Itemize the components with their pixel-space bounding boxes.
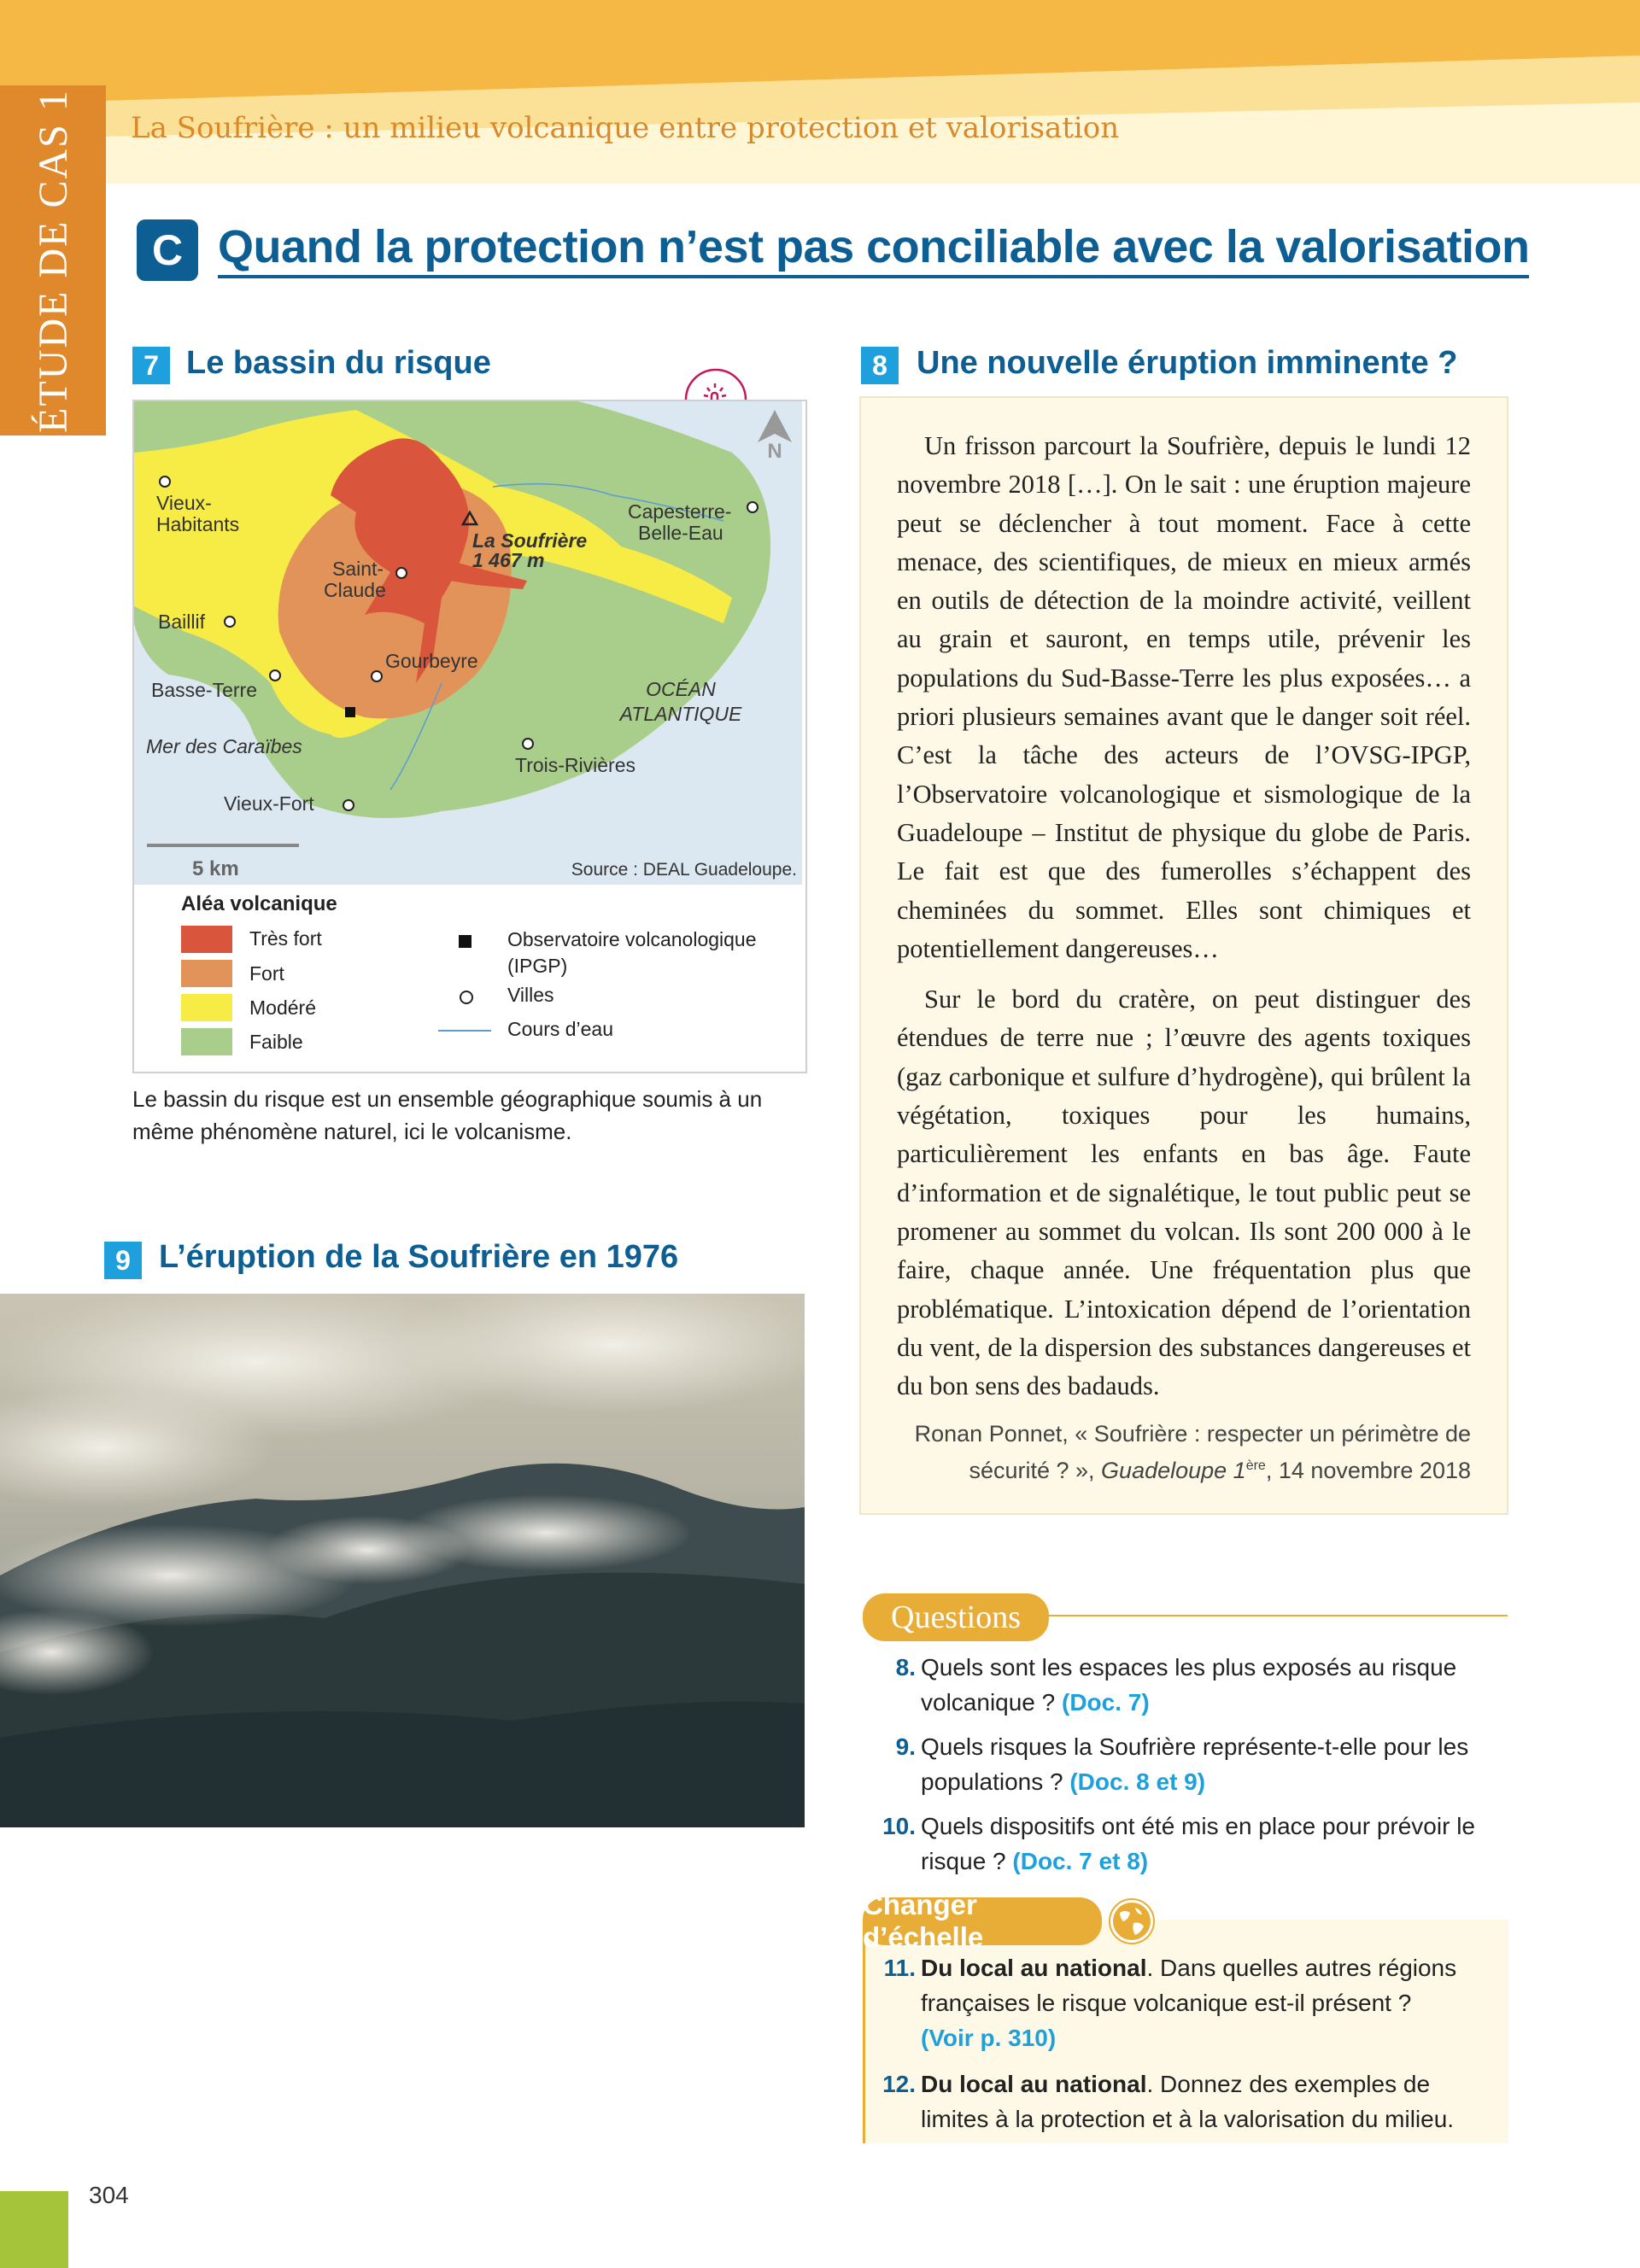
changer-echelle-badge: Changer d’échelle (863, 1897, 1102, 1945)
question-11-lead: Du local au national (921, 1955, 1147, 1981)
map-source: Source : DEAL Guadeloupe. (571, 860, 797, 880)
legend-label-observatory (507, 926, 757, 979)
section-letter-badge: C (137, 219, 198, 281)
map-label-vieux-habitants-1: Vieux- (156, 492, 212, 514)
question-12-lead: Du local au national (921, 2071, 1147, 2097)
question-8-text: Quels sont les espaces les plus exposés au risque volcanique ? (921, 1654, 1457, 1716)
north-label: N (767, 440, 782, 463)
legend-label-tres-fort: Très fort (249, 927, 322, 950)
question-12-number: 12. (882, 2071, 916, 2097)
question-11-text: . Dans quelles autres régions françaises le risque volcanique est-il présent ? (921, 1955, 1457, 2016)
legend-label-cours-eau: Cours d’eau (507, 1018, 614, 1040)
question-11-number: 11. (883, 1955, 916, 1981)
doc8-number: 8 (861, 347, 899, 384)
legend-observatory-line1: Observatoire volcanologique (507, 928, 757, 950)
map-label-soufriere: La Soufrière (472, 529, 588, 552)
legend-observatory-symbol (459, 935, 472, 948)
map-label-baillif: Baillif (158, 611, 205, 633)
questions-badge: Questions (863, 1593, 1049, 1641)
page-corner-marker (0, 2191, 68, 2268)
question-8 (880, 1650, 1512, 1720)
legend-swatch-faible (181, 1028, 232, 1055)
doc9-number: 9 (104, 1242, 142, 1279)
question-8-ref[interactable]: (Doc. 7) (1062, 1689, 1150, 1716)
question-11 (880, 1950, 1503, 2055)
legend-swatch-tres-fort (181, 926, 232, 953)
article-body (897, 427, 1471, 1418)
map-label-saint-claude-1: Saint- (332, 558, 384, 580)
legend-swatch-modere (181, 994, 232, 1021)
question-10-ref[interactable]: (Doc. 7 et 8) (1012, 1848, 1149, 1874)
citation-source-sup: ère (1245, 1458, 1266, 1473)
question-10-number: 10. (882, 1813, 916, 1839)
legend-label-faible: Faible (249, 1031, 303, 1053)
map-label-gourbeyre: Gourbeyre (385, 650, 478, 672)
legend-swatch-fort (181, 960, 232, 987)
page-number: 304 (89, 2182, 129, 2208)
citation-author-title: Ronan Ponnet, « Soufrière : respecter un périmètre de sécurité ? », (914, 1421, 1471, 1483)
article-citation (888, 1418, 1471, 1487)
scale-label: 5 km (192, 857, 239, 880)
map-label-capesterre-2: Belle-Eau (638, 522, 723, 544)
chapter-subtitle: La Soufrière : un milieu volcanique entre protection et valorisation (131, 111, 1120, 145)
legend-river-symbol (438, 1030, 491, 1032)
legend-label-villes: Villes (507, 984, 554, 1006)
question-9 (880, 1729, 1512, 1799)
legend-label-fort: Fort (249, 962, 284, 985)
map-label-mer: Mer des Caraïbes (146, 735, 302, 757)
side-tab-wrapper (0, 85, 106, 435)
citation-source: Guadeloupe 1 (1101, 1458, 1246, 1483)
eruption-photo (0, 1294, 805, 1827)
map-label-saint-claude-2: Claude (324, 579, 386, 601)
doc7-title: Le bassin du risque (186, 345, 491, 381)
risk-map (134, 401, 802, 885)
map-label-altitude: 1 467 m (472, 549, 545, 571)
question-12 (880, 2066, 1503, 2136)
map-label-ocean-2: ATLANTIQUE (619, 703, 742, 725)
doc8-title: Une nouvelle éruption imminente ? (917, 345, 1458, 381)
map-label-basse-terre: Basse-Terre (151, 679, 257, 701)
question-11-ref[interactable]: (Voir p. 310) (921, 2025, 1057, 2051)
map-label-capesterre-1: Capesterre- (628, 500, 732, 523)
article-paragraph-1: Un frisson parcourt la Soufrière, depuis le lundi 12 novembre 2018 […]. On le sait : une éruption majeure peut se déclencher à tout moment. Face à cette menace, des scientifiques, de mieux en mieux armés en outils de détection de la moindre activité, veillent au grain et sauront, en temps utile, prévenir les populations du Sud-Basse-Terre les plus exposées… a priori plusieurs semaines avant que le danger soit réel. C’est la tâche des acteurs de l’OVSG-IPGP, l’Observatoire volcanologique et sismologique de la Guadeloupe – Institut de physique du globe de Paris. Le fait est que des fumerolles s’échappent des cheminées du sommet. Elles sont chimiques et potentiellement dangereuses… (897, 431, 1471, 963)
question-10 (880, 1809, 1512, 1879)
side-tab-label: ÉTUDE DE CAS 1 (30, 88, 76, 433)
question-9-text: Quels risques la Soufrière représente-t-elle pour les populations ? (921, 1733, 1469, 1795)
map-label-trois-rivieres: Trois-Rivières (515, 754, 636, 776)
map-label-ocean-1: OCÉAN (646, 678, 716, 700)
header-band (0, 0, 1640, 184)
question-8-number: 8. (895, 1654, 916, 1681)
section-title: Quand la protection n’est pas conciliable avec la valorisation (218, 220, 1529, 278)
map-label-vieux-fort: Vieux-Fort (224, 792, 314, 815)
legend-label-modere: Modéré (249, 997, 316, 1019)
doc7-number: 7 (132, 347, 170, 384)
legend-observatory-line2: (IPGP) (507, 955, 568, 977)
legend-title: Aléa volcanique (181, 892, 337, 915)
question-12-text: . Donnez des exemples de limites à la protection et à la valorisation du milieu. (921, 2071, 1455, 2132)
doc7-caption: Le bassin du risque est un ensemble géographique soumis à un même phénomène naturel, ici le volcanisme. (132, 1086, 763, 1144)
map-label-vieux-habitants-2: Habitants (156, 513, 240, 535)
article-paragraph-2: Sur le bord du cratère, on peut distinguer des étendues de terre nue ; l’œuvre des agents toxiques (gaz carbonique et sulfure d’hydrogène), qui brûlent la végétation, toxiques pour les humains, particulièrement les enfants en bas âge. Faute d’information et de signalétique, le tout public peut se promener au sommet du volcan. Ils sont 200 000 à le faire, chaque année. Une fréquentation plus que problématique. L’intoxication dépend de l’orientation du vent, de la dispersion des substances dangereuses et du bon sens des badauds. (897, 985, 1471, 1401)
question-10-text: Quels dispositifs ont été mis en place pour prévoir le risque ? (921, 1813, 1475, 1874)
question-9-number: 9. (895, 1733, 916, 1760)
doc9-title: L’éruption de la Soufrière en 1976 (159, 1239, 679, 1275)
citation-date: , 14 novembre 2018 (1265, 1458, 1471, 1483)
legend-town-symbol (460, 991, 473, 1004)
observatory-marker (345, 707, 355, 717)
questions-rule (1046, 1615, 1508, 1616)
question-9-ref[interactable]: (Doc. 8 et 9) (1069, 1768, 1206, 1795)
globe-icon (1108, 1897, 1156, 1945)
